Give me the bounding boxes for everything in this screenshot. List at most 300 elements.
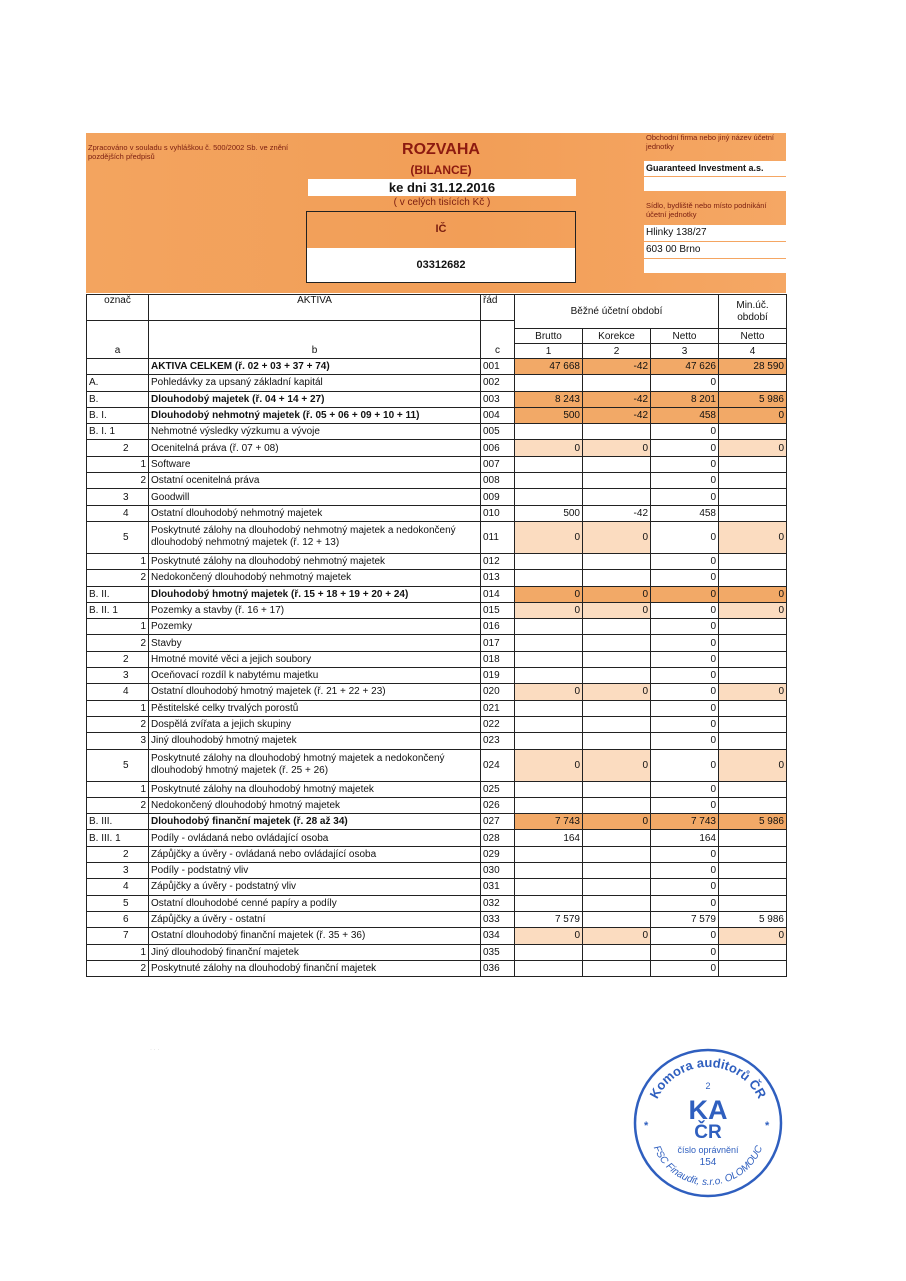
- table-row: [87, 651, 787, 667]
- row-value-4: [719, 489, 787, 505]
- row-value-2: 0: [583, 521, 651, 553]
- row-value-2: -42: [583, 359, 651, 375]
- header-col-b: b: [149, 344, 481, 359]
- stamp-bottom-text: FSC Finaudit, s.r.o. OLOMOUC: [650, 1144, 766, 1189]
- stamp-logo-top: KA: [688, 1095, 728, 1125]
- report-header: [86, 133, 786, 293]
- table-row: [87, 407, 787, 423]
- row-code: 023: [481, 733, 515, 749]
- row-submark: [131, 830, 149, 846]
- row-value-3: 0: [651, 749, 719, 781]
- row-label: Jiný dlouhodobý hmotný majetek: [149, 733, 481, 749]
- row-value-2: [583, 797, 651, 813]
- header-col-4: 4: [719, 344, 787, 359]
- row-label: Dlouhodobý hmotný majetek (ř. 15 + 18 + 19 + 20 + 24): [149, 586, 481, 602]
- header-col-1: 1: [515, 344, 583, 359]
- row-value-4: [719, 733, 787, 749]
- row-value-1: [515, 489, 583, 505]
- row-code: 001: [481, 359, 515, 375]
- table-row: [87, 473, 787, 489]
- row-value-3: 0: [651, 635, 719, 651]
- regulation-note: Zpracováno v souladu s vyhláškou č. 500/2002 Sb. ve znění pozdějších předpisů: [88, 143, 289, 161]
- row-value-2: [583, 700, 651, 716]
- scan-artifact: · · ·: [150, 1047, 160, 1053]
- table-row: [87, 944, 787, 960]
- row-code: 009: [481, 489, 515, 505]
- row-label: Podíly - ovládaná nebo ovládající osoba: [149, 830, 481, 846]
- row-value-1: 0: [515, 684, 583, 700]
- row-value-3: 0: [651, 668, 719, 684]
- row-value-4: [719, 424, 787, 440]
- row-label: Nehmotné výsledky výzkumu a vývoje: [149, 424, 481, 440]
- table-row: [87, 797, 787, 813]
- row-code: 008: [481, 473, 515, 489]
- row-mark: 4: [87, 684, 131, 700]
- row-value-1: [515, 553, 583, 569]
- row-value-4: 5 986: [719, 814, 787, 830]
- row-value-1: [515, 424, 583, 440]
- stamp-star-right: *: [765, 1120, 770, 1132]
- row-value-1: [515, 944, 583, 960]
- row-value-1: [515, 473, 583, 489]
- row-label: Podíly - podstatný vliv: [149, 863, 481, 879]
- row-mark: 2: [87, 846, 131, 862]
- table-row: [87, 928, 787, 944]
- row-code: 022: [481, 716, 515, 732]
- row-value-4: [719, 473, 787, 489]
- row-submark: 2: [131, 473, 149, 489]
- row-value-3: 47 626: [651, 359, 719, 375]
- table-row: [87, 570, 787, 586]
- row-value-3: 0: [651, 570, 719, 586]
- row-value-4: [719, 668, 787, 684]
- row-value-2: [583, 879, 651, 895]
- row-value-2: [583, 830, 651, 846]
- row-code: 012: [481, 553, 515, 569]
- row-code: 007: [481, 456, 515, 472]
- table-row: [87, 424, 787, 440]
- row-value-4: 0: [719, 440, 787, 456]
- row-value-2: [583, 424, 651, 440]
- row-label: Poskytnuté zálohy na dlouhodobý nehmotný majetek: [149, 553, 481, 569]
- row-code: 029: [481, 846, 515, 862]
- row-value-3: 7 743: [651, 814, 719, 830]
- row-submark: 1: [131, 456, 149, 472]
- table-row: [87, 668, 787, 684]
- row-submark: [131, 928, 149, 944]
- row-value-4: [719, 944, 787, 960]
- row-submark: [131, 359, 149, 375]
- row-value-4: [719, 960, 787, 976]
- row-code: 028: [481, 830, 515, 846]
- table-row: [87, 733, 787, 749]
- row-mark: 4: [87, 879, 131, 895]
- address-line2: 603 00 Brno: [644, 242, 786, 258]
- table-row: [87, 911, 787, 927]
- table-row: [87, 879, 787, 895]
- row-value-3: 0: [651, 716, 719, 732]
- table-row: [87, 359, 787, 375]
- ic-box: [306, 211, 576, 283]
- row-value-1: [515, 960, 583, 976]
- row-value-3: 0: [651, 456, 719, 472]
- balance-sheet-table: [86, 294, 787, 977]
- row-submark: [131, 749, 149, 781]
- row-value-4: [719, 781, 787, 797]
- row-value-4: [719, 797, 787, 813]
- row-submark: [131, 863, 149, 879]
- row-code: 005: [481, 424, 515, 440]
- row-value-4: [719, 553, 787, 569]
- row-value-2: -42: [583, 505, 651, 521]
- row-value-3: 0: [651, 375, 719, 391]
- row-value-1: 0: [515, 602, 583, 618]
- row-value-3: 0: [651, 602, 719, 618]
- table-row: [87, 391, 787, 407]
- row-label: Goodwill: [149, 489, 481, 505]
- row-value-3: 164: [651, 830, 719, 846]
- row-value-2: [583, 635, 651, 651]
- row-value-3: 0: [651, 489, 719, 505]
- row-value-4: 0: [719, 928, 787, 944]
- row-value-1: 0: [515, 749, 583, 781]
- row-mark: [87, 797, 131, 813]
- report-title: ROZVAHA: [402, 141, 480, 158]
- row-mark: 4: [87, 505, 131, 521]
- row-mark: B. I. 1: [87, 424, 131, 440]
- table-row: [87, 960, 787, 976]
- table-row: [87, 749, 787, 781]
- header-aktiva: AKTIVA: [149, 295, 481, 321]
- row-value-1: 0: [515, 928, 583, 944]
- header-col-a: a: [87, 344, 149, 359]
- stamp-logo-bottom: ČR: [694, 1122, 722, 1143]
- table-row: [87, 830, 787, 846]
- row-value-2: [583, 668, 651, 684]
- firm-name-line2: [644, 177, 786, 191]
- row-value-4: [719, 863, 787, 879]
- row-label: Dlouhodobý finanční majetek (ř. 28 až 34): [149, 814, 481, 830]
- header-oznac: označ: [87, 295, 149, 321]
- header-netto: Netto: [651, 329, 719, 344]
- row-value-1: [515, 797, 583, 813]
- row-value-4: [719, 456, 787, 472]
- row-value-3: 0: [651, 586, 719, 602]
- row-value-2: [583, 456, 651, 472]
- report-subtitle: (BILANCE): [410, 163, 472, 177]
- header-prev-period: Min.úč. období: [719, 295, 787, 329]
- row-submark: 2: [131, 570, 149, 586]
- row-value-3: 8 201: [651, 391, 719, 407]
- stamp-license-no: 154: [699, 1157, 717, 1168]
- row-submark: [131, 521, 149, 553]
- row-code: 006: [481, 440, 515, 456]
- row-label: Stavby: [149, 635, 481, 651]
- report-units: ( v celých tisících Kč ): [393, 197, 491, 208]
- row-mark: [87, 700, 131, 716]
- row-value-3: 0: [651, 863, 719, 879]
- row-submark: [131, 489, 149, 505]
- row-value-1: [515, 781, 583, 797]
- row-value-2: 0: [583, 684, 651, 700]
- table-row: [87, 489, 787, 505]
- row-value-3: 0: [651, 895, 719, 911]
- row-value-2: -42: [583, 407, 651, 423]
- row-value-1: 0: [515, 586, 583, 602]
- row-value-1: [515, 668, 583, 684]
- row-code: 025: [481, 781, 515, 797]
- row-submark: [131, 375, 149, 391]
- row-mark: B. II.: [87, 586, 131, 602]
- row-value-2: [583, 651, 651, 667]
- row-value-2: 0: [583, 928, 651, 944]
- table-row: [87, 505, 787, 521]
- row-value-2: 0: [583, 814, 651, 830]
- row-value-4: 0: [719, 521, 787, 553]
- row-value-4: [719, 830, 787, 846]
- table-row: [87, 375, 787, 391]
- row-value-4: [719, 375, 787, 391]
- row-value-1: 8 243: [515, 391, 583, 407]
- row-value-1: [515, 863, 583, 879]
- row-label: Dospělá zvířata a jejich skupiny: [149, 716, 481, 732]
- row-mark: 6: [87, 911, 131, 927]
- row-value-2: [583, 489, 651, 505]
- row-submark: [131, 407, 149, 423]
- table-row: [87, 602, 787, 618]
- row-value-2: [583, 553, 651, 569]
- row-mark: 3: [87, 489, 131, 505]
- row-value-4: 5 986: [719, 911, 787, 927]
- row-value-3: 0: [651, 651, 719, 667]
- address-line1: Hlinky 138/27: [644, 225, 786, 241]
- row-value-4: [719, 879, 787, 895]
- row-value-4: 0: [719, 684, 787, 700]
- row-value-2: [583, 716, 651, 732]
- row-mark: 3: [87, 863, 131, 879]
- row-value-3: 458: [651, 407, 719, 423]
- row-value-2: [583, 846, 651, 862]
- row-label: Zápůjčky a úvěry - podstatný vliv: [149, 879, 481, 895]
- row-submark: 1: [131, 700, 149, 716]
- table-row: [87, 456, 787, 472]
- row-submark: [131, 505, 149, 521]
- row-mark: [87, 473, 131, 489]
- row-value-2: -42: [583, 391, 651, 407]
- row-value-1: 164: [515, 830, 583, 846]
- row-value-4: [719, 505, 787, 521]
- row-label: Poskytnuté zálohy na dlouhodobý hmotný majetek a nedokončený dlouhodobý hmotný majetek (ř. 25 + 26): [149, 749, 481, 781]
- row-label: Software: [149, 456, 481, 472]
- stamp-number: 2: [705, 1081, 711, 1091]
- row-value-1: [515, 651, 583, 667]
- row-value-1: 7 743: [515, 814, 583, 830]
- report-date: ke dni 31.12.2016: [308, 179, 576, 196]
- row-value-3: 0: [651, 928, 719, 944]
- row-value-3: 0: [651, 521, 719, 553]
- table-row: [87, 635, 787, 651]
- row-code: 024: [481, 749, 515, 781]
- row-label: Pozemky: [149, 619, 481, 635]
- row-value-4: 0: [719, 602, 787, 618]
- row-submark: [131, 424, 149, 440]
- table-row: [87, 553, 787, 569]
- header-korekce: Korekce: [583, 329, 651, 344]
- row-submark: [131, 668, 149, 684]
- row-value-4: [719, 619, 787, 635]
- row-value-3: 0: [651, 684, 719, 700]
- header-netto-prev: Netto: [719, 329, 787, 344]
- row-value-2: 0: [583, 440, 651, 456]
- row-code: 003: [481, 391, 515, 407]
- row-code: 031: [481, 879, 515, 895]
- row-submark: [131, 602, 149, 618]
- stamp-star-left: *: [644, 1120, 649, 1132]
- row-value-2: 0: [583, 586, 651, 602]
- row-submark: 3: [131, 733, 149, 749]
- row-mark: [87, 944, 131, 960]
- row-value-2: [583, 863, 651, 879]
- row-label: Ostatní dlouhodobý hmotný majetek (ř. 21 + 22 + 23): [149, 684, 481, 700]
- row-submark: 2: [131, 635, 149, 651]
- row-value-2: [583, 473, 651, 489]
- row-value-3: 0: [651, 879, 719, 895]
- row-value-3: 0: [651, 733, 719, 749]
- row-code: 014: [481, 586, 515, 602]
- row-value-1: [515, 733, 583, 749]
- row-submark: [131, 684, 149, 700]
- row-code: 036: [481, 960, 515, 976]
- header-brutto: Brutto: [515, 329, 583, 344]
- row-mark: A.: [87, 375, 131, 391]
- table-row: [87, 814, 787, 830]
- row-mark: 5: [87, 521, 131, 553]
- row-mark: B. III. 1: [87, 830, 131, 846]
- row-submark: 2: [131, 797, 149, 813]
- row-label: Ostatní dlouhodobý finanční majetek (ř. 35 + 36): [149, 928, 481, 944]
- row-code: 033: [481, 911, 515, 927]
- header-col-c: c: [481, 344, 515, 359]
- row-value-1: [515, 375, 583, 391]
- row-mark: B. III.: [87, 814, 131, 830]
- row-value-1: [515, 700, 583, 716]
- table-row: [87, 863, 787, 879]
- table-body: [87, 359, 787, 977]
- row-mark: [87, 733, 131, 749]
- row-code: 027: [481, 814, 515, 830]
- row-submark: [131, 391, 149, 407]
- row-submark: 1: [131, 781, 149, 797]
- row-value-2: [583, 944, 651, 960]
- row-mark: [87, 619, 131, 635]
- row-label: Nedokončený dlouhodobý nehmotný majetek: [149, 570, 481, 586]
- table-row: [87, 895, 787, 911]
- row-value-4: [719, 895, 787, 911]
- row-value-3: 0: [651, 700, 719, 716]
- row-value-4: [719, 570, 787, 586]
- row-value-3: 458: [651, 505, 719, 521]
- row-code: 015: [481, 602, 515, 618]
- row-code: 002: [481, 375, 515, 391]
- row-value-4: [719, 635, 787, 651]
- header-current-period: Běžné účetní období: [515, 295, 719, 329]
- row-value-3: 0: [651, 960, 719, 976]
- row-code: 034: [481, 928, 515, 944]
- row-mark: 5: [87, 749, 131, 781]
- table-row: [87, 781, 787, 797]
- row-value-3: 0: [651, 473, 719, 489]
- row-label: Pozemky a stavby (ř. 16 + 17): [149, 602, 481, 618]
- row-mark: B. I.: [87, 407, 131, 423]
- row-submark: 1: [131, 619, 149, 635]
- ic-value: 03312682: [307, 248, 575, 282]
- row-value-4: [719, 846, 787, 862]
- seat-label: Sídlo, bydliště nebo místo podnikání účetní jednotky: [646, 201, 767, 219]
- row-value-1: [515, 846, 583, 862]
- row-value-4: 5 986: [719, 391, 787, 407]
- row-submark: [131, 440, 149, 456]
- row-mark: 2: [87, 651, 131, 667]
- row-value-1: 7 579: [515, 911, 583, 927]
- row-submark: 2: [131, 716, 149, 732]
- row-value-1: 0: [515, 440, 583, 456]
- table-row: [87, 846, 787, 862]
- header-col-3: 3: [651, 344, 719, 359]
- firm-label: Obchodní firma nebo jiný název účetní jednotky: [646, 133, 774, 151]
- row-label: Hmotné movité věci a jejich soubory: [149, 651, 481, 667]
- row-label: Poskytnuté zálohy na dlouhodobý finanční majetek: [149, 960, 481, 976]
- row-mark: 7: [87, 928, 131, 944]
- row-value-2: 0: [583, 602, 651, 618]
- row-mark: [87, 570, 131, 586]
- row-mark: [87, 960, 131, 976]
- auditor-stamp: [632, 1047, 784, 1199]
- row-code: 032: [481, 895, 515, 911]
- row-submark: [131, 586, 149, 602]
- row-value-1: [515, 570, 583, 586]
- row-code: 021: [481, 700, 515, 716]
- stamp-top-text: Komora auditorů ČR: [646, 1054, 770, 1101]
- row-value-2: [583, 375, 651, 391]
- row-label: Oceňovací rozdíl k nabytému majetku: [149, 668, 481, 684]
- row-mark: [87, 635, 131, 651]
- row-label: Zápůjčky a úvěry - ostatní: [149, 911, 481, 927]
- row-value-3: 0: [651, 619, 719, 635]
- row-submark: 1: [131, 944, 149, 960]
- row-submark: [131, 846, 149, 862]
- table-row: [87, 586, 787, 602]
- row-mark: B. II. 1: [87, 602, 131, 618]
- row-value-3: 0: [651, 440, 719, 456]
- row-label: Ostatní dlouhodobý nehmotný majetek: [149, 505, 481, 521]
- row-label: Dlouhodobý nehmotný majetek (ř. 05 + 06 + 09 + 10 + 11): [149, 407, 481, 423]
- row-value-2: [583, 733, 651, 749]
- row-label: Nedokončený dlouhodobý hmotný majetek: [149, 797, 481, 813]
- row-label: Dlouhodobý majetek (ř. 04 + 14 + 27): [149, 391, 481, 407]
- row-code: 010: [481, 505, 515, 521]
- row-value-1: [515, 895, 583, 911]
- row-code: 020: [481, 684, 515, 700]
- row-code: 019: [481, 668, 515, 684]
- table-row: [87, 619, 787, 635]
- row-value-4: 0: [719, 749, 787, 781]
- row-code: 030: [481, 863, 515, 879]
- row-submark: 2: [131, 960, 149, 976]
- row-code: 026: [481, 797, 515, 813]
- row-label: Jiný dlouhodobý finanční majetek: [149, 944, 481, 960]
- row-mark: [87, 359, 131, 375]
- row-label: Pohledávky za upsaný základní kapitál: [149, 375, 481, 391]
